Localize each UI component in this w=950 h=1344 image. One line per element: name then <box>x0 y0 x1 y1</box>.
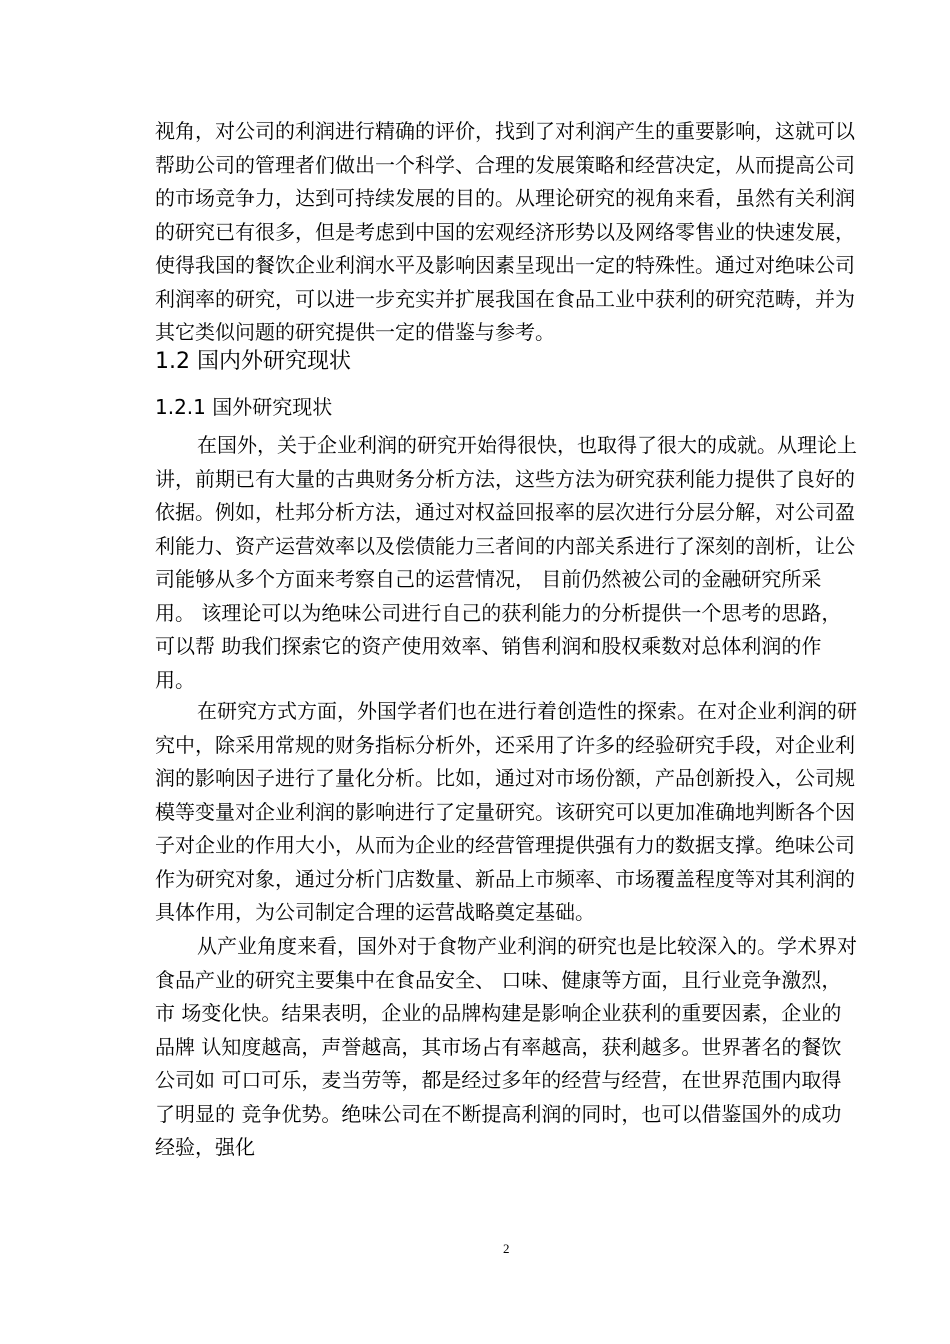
paragraph-line: 用。 <box>155 668 195 692</box>
subsection-heading: 1.2.1 国外研究现状 <box>155 395 333 419</box>
paragraph-line: 帮助公司的管理者们做出一个科学、合理的发展策略和经营决定，从而提高公司 <box>155 153 855 177</box>
paragraph-line: 的市场竞争力，达到可持续发展的目的。从理论研究的视角来看，虽然有关利润 <box>155 186 855 210</box>
paragraph-line: 市 场变化快。结果表明，企业的品牌构建是影响企业获利的重要因素，企业的 <box>155 1001 842 1025</box>
paragraph-line: 讲，前期已有大量的古典财务分析方法，这些方法为研究获利能力提供了良好的 <box>155 467 855 491</box>
paragraph-line: 模等变量对企业利润的影响进行了定量研究。该研究可以更加准确地判断各个因 <box>155 800 855 824</box>
paragraph-line: 视角，对公司的利润进行精确的评价，找到了对利润产生的重要影响，这就可以 <box>155 119 855 143</box>
paragraph-line: 司能够从多个方面来考察自己的运营情况， 目前仍然被公司的金融研究所采 <box>155 567 822 591</box>
paragraph-line: 具体作用，为公司制定合理的运营战略奠定基础。 <box>155 900 595 924</box>
paragraph-line: 经验，强化 <box>155 1135 255 1159</box>
paragraph-line: 可以帮 助我们探索它的资产使用效率、销售利润和股权乘数对总体利润的作 <box>155 634 822 658</box>
paragraph-line: 润的影响因子进行了量化分析。比如，通过对市场份额，产品创新投入，公司规 <box>155 766 855 790</box>
page-number: 2 <box>503 1241 510 1256</box>
paragraph-line: 依据。例如，杜邦分析方法，通过对权益回报率的层次进行分层分解，对公司盈 <box>155 500 855 524</box>
paragraph-line: 其它类似问题的研究提供一定的借鉴与参考。 <box>155 320 555 344</box>
paragraph-line: 利能力、资产运营效率以及偿债能力三者间的内部关系进行了深刻的剖析，让公 <box>155 534 855 558</box>
paragraph-line: 在研究方式方面，外国学者们也在进行着创造性的探索。在对企业利润的研 <box>197 699 857 723</box>
paragraph-line: 品牌 认知度越高，声誉越高，其市场占有率越高，获利越多。世界著名的餐饮 <box>155 1035 842 1059</box>
paragraph-line: 公司如 可口可乐，麦当劳等，都是经过多年的经营与经营，在世界范围内取得 <box>155 1068 842 1092</box>
paragraph-line: 利润率的研究，可以进一步充实并扩展我国在食品工业中获利的研究范畴，并为 <box>155 287 855 311</box>
paragraph-line: 了明显的 竞争优势。绝味公司在不断提高利润的同时，也可以借鉴国外的成功 <box>155 1102 842 1126</box>
paragraph-line: 子对企业的作用大小，从而为企业的经营管理提供强有力的数据支撑。绝味公司 <box>155 833 855 857</box>
paragraph-line: 食品产业的研究主要集中在食品安全、 口味、健康等方面，且行业竞争激烈， <box>155 968 842 992</box>
paragraph-line: 的研究已有很多，但是考虑到中国的宏观经济形势以及网络零售业的快速发展， <box>155 220 855 244</box>
paragraph-line: 用。 该理论可以为绝味公司进行自己的获利能力的分析提供一个思考的思路， <box>155 601 842 625</box>
paragraph-line: 究中，除采用常规的财务指标分析外，还采用了许多的经验研究手段，对企业利 <box>155 733 855 757</box>
paragraph-line: 作为研究对象，通过分析门店数量、新品上市频率、市场覆盖程度等对其利润的 <box>155 867 855 891</box>
paragraph-line: 使得我国的餐饮企业利润水平及影响因素呈现出一定的特殊性。通过对绝味公司 <box>155 253 855 277</box>
section-heading: 1.2 国内外研究现状 <box>155 349 351 374</box>
paragraph-line: 从产业角度来看，国外对于食物产业利润的研究也是比较深入的。学术界对 <box>197 934 857 958</box>
paragraph-line: 在国外，关于企业利润的研究开始得很快，也取得了很大的成就。从理论上 <box>197 433 857 457</box>
